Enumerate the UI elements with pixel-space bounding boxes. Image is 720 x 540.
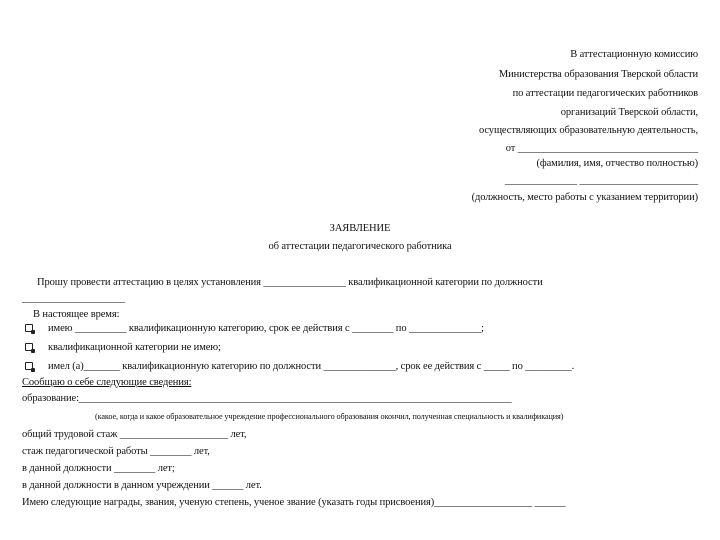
addressee-line-2: Министерства образования Тверской области xyxy=(498,69,698,80)
position-experience-field: в данной должности ________ лет; xyxy=(22,463,175,474)
applicant-position-hint: (должность, место работы с указанием территории) xyxy=(471,192,698,203)
addressee-line-5: осуществляющих образовательную деятельность, xyxy=(478,125,698,136)
document-title: ЗАЯВЛЕНИЕ xyxy=(329,223,391,234)
addressee-line-4: организаций Тверской области, xyxy=(560,107,698,118)
option-2-checkbox[interactable] xyxy=(25,343,33,351)
request-line-continuation: ____________________ xyxy=(22,293,126,304)
applicant-name-field: от ___________________________________ xyxy=(505,143,698,154)
addressee-line-3: по аттестации педагогических работников xyxy=(512,88,698,99)
option-3-checkbox[interactable] xyxy=(25,362,33,370)
request-line: Прошу провести аттестацию в целях установления ________________ квалификационной категории по должности xyxy=(37,277,543,288)
option-3-text: имел (а)_______ квалификационную категорию по должности ______________, срок ее действия с _____ по _________. xyxy=(48,361,575,372)
institution-experience-field: в данной должности в данном учреждении ______ лет. xyxy=(22,480,262,491)
about-label: Сообщаю о себе следующие сведения: xyxy=(22,377,192,388)
document-subtitle: об аттестации педагогического работника xyxy=(268,241,452,252)
education-field: образование:____________________________________________________________________________________ xyxy=(22,393,512,404)
total-experience-field: общий трудовой стаж _____________________ лет, xyxy=(22,429,247,440)
option-1-text: имею __________ квалификационную категорию, срок ее действия с ________ по ______________; xyxy=(48,323,484,334)
teaching-experience-field: стаж педагогической работы ________ лет, xyxy=(22,446,210,457)
applicant-name-hint: (фамилия, имя, отчество полностью) xyxy=(536,158,698,169)
option-1-checkbox[interactable] xyxy=(25,324,33,332)
option-2-text: квалификационной категории не имею; xyxy=(48,342,221,353)
education-hint: (какое, когда и какое образовательное учреждение профессионального образования окончил, полученная специальность и квалификация) xyxy=(95,412,564,421)
awards-field: Имею следующие награды, звания, ученую степень, ученое звание (указать годы присвоения)___________________ ______ xyxy=(22,497,566,508)
current-status-label: В настоящее время: xyxy=(33,309,120,320)
addressee-line-1: В аттестационную комиссию xyxy=(570,49,698,60)
applicant-position-field: ______________ _______________________ xyxy=(504,175,698,186)
